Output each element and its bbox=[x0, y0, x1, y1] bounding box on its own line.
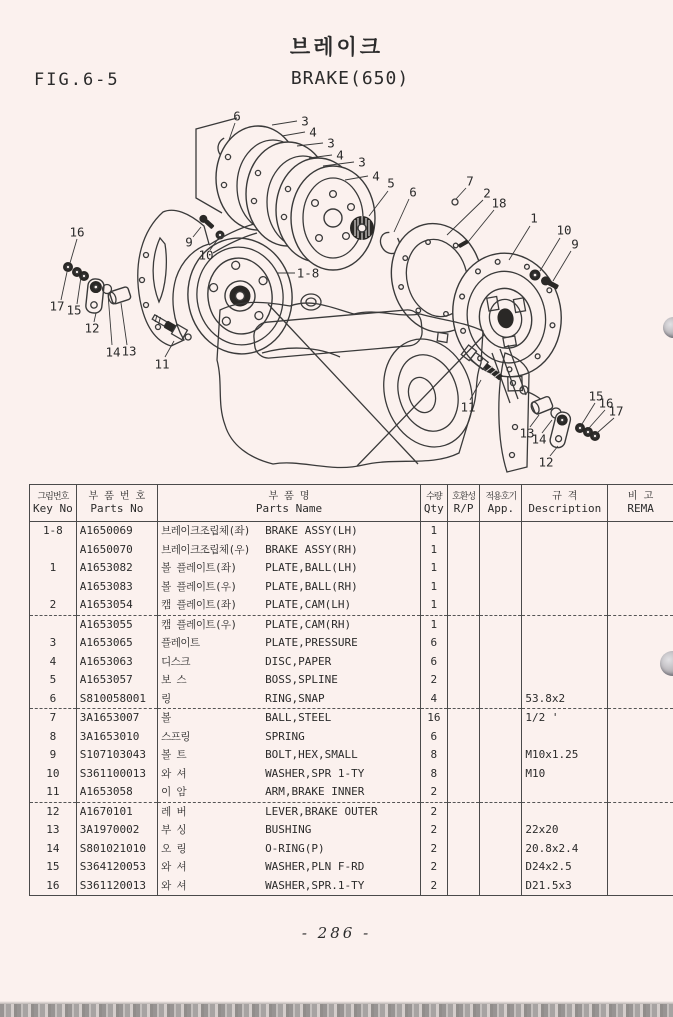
cell-parts-no: A1653063 bbox=[76, 653, 157, 672]
cell-parts-name bbox=[158, 615, 421, 634]
callout-leader-line bbox=[121, 303, 127, 345]
callout-leader-line bbox=[394, 199, 409, 232]
cell-qty: 1 bbox=[420, 541, 447, 560]
callout-label: 16 bbox=[598, 395, 614, 411]
cell-description bbox=[522, 728, 608, 747]
cell-remark bbox=[608, 522, 673, 541]
part-name-english: BOLT,HEX,SMALL bbox=[265, 748, 358, 762]
page-number: - 286 - bbox=[301, 924, 372, 942]
cell-parts-name bbox=[158, 858, 421, 877]
cell-qty: 16 bbox=[420, 709, 447, 728]
header-description: 규 격 Description bbox=[522, 485, 608, 522]
cell-app bbox=[480, 690, 522, 709]
callout-label: 6 bbox=[409, 184, 417, 200]
cell-remark bbox=[608, 765, 673, 784]
cell-parts-no: A1670101 bbox=[76, 802, 157, 821]
cell-parts-no: A1653082 bbox=[76, 559, 157, 578]
cell-qty: 1 bbox=[420, 522, 447, 541]
parts-row bbox=[30, 858, 673, 877]
part-name-english: BRAKE ASSY(RH) bbox=[265, 542, 358, 556]
part-name-english: O-RING(P) bbox=[265, 841, 325, 855]
part-name-english: WASHER,PLN F-RD bbox=[265, 860, 365, 874]
cell-description: 53.8x2 bbox=[522, 690, 608, 709]
cell-qty: 6 bbox=[420, 634, 447, 653]
brake-arm-left bbox=[151, 312, 194, 343]
parts-table-body bbox=[30, 522, 673, 896]
callout-leader-line bbox=[553, 251, 571, 281]
cell-key-no: 9 bbox=[30, 746, 77, 765]
part-name-korean: 오 링 bbox=[161, 842, 187, 855]
callout-label: 11 bbox=[154, 356, 170, 372]
callout-label: 12 bbox=[538, 454, 554, 470]
cell-app bbox=[480, 840, 522, 859]
cell-parts-no: A1653054 bbox=[76, 596, 157, 615]
cell-remark bbox=[608, 634, 673, 653]
cell-remark bbox=[608, 802, 673, 821]
cell-description: M10x1.25 bbox=[522, 746, 608, 765]
part-name-english: PLATE,BALL(RH) bbox=[265, 579, 358, 593]
cell-parts-no: A1653058 bbox=[76, 783, 157, 802]
cell-remark bbox=[608, 840, 673, 859]
part-name-english: LEVER,BRAKE OUTER bbox=[265, 804, 378, 818]
header-remark: 비 고 REMA bbox=[608, 485, 673, 522]
parts-row bbox=[30, 840, 673, 859]
callout-leader-line bbox=[193, 227, 201, 237]
cell-rp bbox=[447, 690, 479, 709]
cell-description: 20.8x2.4 bbox=[522, 840, 608, 859]
parts-row bbox=[30, 634, 673, 653]
callout-label: 7 bbox=[466, 173, 474, 189]
cell-parts-no: S107103043 bbox=[76, 746, 157, 765]
callout-label: 9 bbox=[185, 234, 193, 250]
cell-rp bbox=[447, 858, 479, 877]
cell-qty: 1 bbox=[420, 615, 447, 634]
part-name-english: DISC,PAPER bbox=[265, 654, 332, 668]
callout-label: 11 bbox=[460, 399, 476, 415]
cell-key-no: 1-8 bbox=[30, 522, 77, 541]
part-name-korean: 볼 트 bbox=[161, 749, 187, 762]
parts-row bbox=[30, 578, 673, 597]
exploded-diagram bbox=[0, 95, 673, 487]
cell-app bbox=[480, 578, 522, 597]
cell-parts-no: S810058001 bbox=[76, 690, 157, 709]
cell-app bbox=[480, 802, 522, 821]
cell-description: M10 bbox=[522, 765, 608, 784]
parts-row bbox=[30, 615, 673, 634]
cell-parts-no: A1650069 bbox=[76, 522, 157, 541]
part-name-korean: 와 셔 bbox=[161, 879, 187, 892]
cell-description bbox=[522, 802, 608, 821]
table-header-row bbox=[30, 485, 673, 522]
cell-qty: 1 bbox=[420, 578, 447, 597]
callout-leader-line bbox=[61, 272, 67, 300]
cell-app bbox=[480, 821, 522, 840]
cell-app bbox=[480, 877, 522, 896]
parts-row bbox=[30, 522, 673, 541]
part-name-english: ARM,BRAKE INNER bbox=[265, 785, 365, 799]
callout-leader-line bbox=[70, 239, 77, 263]
scan-edge-artifact bbox=[0, 1004, 673, 1017]
callout-label: 5 bbox=[387, 175, 395, 191]
callout-label: 1 bbox=[530, 210, 538, 226]
cell-qty: 2 bbox=[420, 802, 447, 821]
cell-rp bbox=[447, 653, 479, 672]
callout-label: 14 bbox=[105, 344, 121, 360]
cell-parts-name bbox=[158, 634, 421, 653]
cell-key-no: 5 bbox=[30, 671, 77, 690]
cell-description bbox=[522, 671, 608, 690]
cell-app bbox=[480, 615, 522, 634]
part-name-english: WASHER,SPR.1-TY bbox=[265, 878, 365, 892]
cell-description bbox=[522, 578, 608, 597]
part-name-korean: 보 스 bbox=[161, 674, 187, 687]
part-name-english: BRAKE ASSY(LH) bbox=[265, 524, 358, 538]
part-name-korean: 볼 플레이트(우) bbox=[161, 580, 237, 593]
cell-key-no: 14 bbox=[30, 840, 77, 859]
header-parts-name: 부 품 명 Parts Name bbox=[158, 485, 421, 522]
callout-label: 4 bbox=[309, 124, 317, 140]
cell-qty: 8 bbox=[420, 746, 447, 765]
parts-row bbox=[30, 746, 673, 765]
part-name-korean: 캠 플레이트(우) bbox=[161, 618, 237, 631]
cell-parts-no: A1653057 bbox=[76, 671, 157, 690]
cell-parts-no: 3A1653010 bbox=[76, 728, 157, 747]
cell-key-no: 3 bbox=[30, 634, 77, 653]
part-name-korean: 이 암 bbox=[161, 786, 187, 799]
part-name-korean: 와 셔 bbox=[161, 861, 187, 874]
part-name-english: BOSS,SPLINE bbox=[265, 673, 338, 687]
cell-parts-name bbox=[158, 728, 421, 747]
cell-description bbox=[522, 615, 608, 634]
header-parts-no: 부 품 번 호 Parts No bbox=[76, 485, 157, 522]
part-name-english: BALL,STEEL bbox=[265, 711, 332, 725]
cell-parts-name bbox=[158, 840, 421, 859]
parts-row bbox=[30, 783, 673, 802]
cell-qty: 2 bbox=[420, 840, 447, 859]
cell-remark bbox=[608, 746, 673, 765]
callout-label: 17 bbox=[49, 298, 65, 314]
part-name-korean: 부 싱 bbox=[161, 824, 187, 837]
header-qty: 수량 Qty bbox=[420, 485, 447, 522]
cell-parts-no: 3A1653007 bbox=[76, 709, 157, 728]
parts-row bbox=[30, 877, 673, 896]
callout-label: 4 bbox=[372, 168, 380, 184]
callout-label: 2 bbox=[483, 185, 491, 201]
callout-leader-line bbox=[582, 403, 595, 424]
cell-rp bbox=[447, 765, 479, 784]
callout-label: 15 bbox=[588, 388, 604, 404]
cell-qty: 2 bbox=[420, 821, 447, 840]
cell-app bbox=[480, 596, 522, 615]
cell-qty: 8 bbox=[420, 765, 447, 784]
part-name-korean: 브레이크조립체(우) bbox=[161, 543, 250, 556]
cell-parts-name bbox=[158, 783, 421, 802]
parts-row bbox=[30, 709, 673, 728]
cell-parts-no: 3A1970002 bbox=[76, 821, 157, 840]
part-name-korean: 와 셔 bbox=[161, 767, 187, 780]
cell-description bbox=[522, 596, 608, 615]
part-name-korean: 캠 플레이트(좌) bbox=[161, 599, 237, 612]
part-name-korean: 링 bbox=[161, 692, 171, 705]
callout-label: 6 bbox=[233, 108, 241, 124]
cell-remark bbox=[608, 877, 673, 896]
cell-rp bbox=[447, 783, 479, 802]
part-name-english: PLATE,CAM(RH) bbox=[265, 617, 352, 631]
parts-row bbox=[30, 728, 673, 747]
cell-qty: 4 bbox=[420, 690, 447, 709]
cell-qty: 6 bbox=[420, 728, 447, 747]
part-name-korean: 브레이크조립체(좌) bbox=[161, 525, 250, 538]
cell-qty: 2 bbox=[420, 671, 447, 690]
cell-description: D21.5x3 bbox=[522, 877, 608, 896]
cell-key-no: 12 bbox=[30, 802, 77, 821]
cell-parts-name bbox=[158, 877, 421, 896]
cell-app bbox=[480, 746, 522, 765]
callout-label: 15 bbox=[66, 302, 82, 318]
cell-remark bbox=[608, 709, 673, 728]
cell-rp bbox=[447, 802, 479, 821]
cell-app bbox=[480, 765, 522, 784]
cell-remark bbox=[608, 541, 673, 560]
callout-leader-line bbox=[77, 277, 81, 304]
parts-row bbox=[30, 653, 673, 672]
parts-table bbox=[29, 484, 673, 896]
cell-app bbox=[480, 522, 522, 541]
cell-key-no: 2 bbox=[30, 596, 77, 615]
cell-description bbox=[522, 541, 608, 560]
cell-parts-name bbox=[158, 746, 421, 765]
callout-leader-line bbox=[597, 418, 614, 433]
callout-leader-line bbox=[456, 188, 466, 199]
part-name-english: PLATE,BALL(LH) bbox=[265, 561, 358, 575]
callout-label: 3 bbox=[358, 154, 366, 170]
cell-remark bbox=[608, 690, 673, 709]
cell-key-no bbox=[30, 541, 77, 560]
parts-row bbox=[30, 559, 673, 578]
callout-label: 3 bbox=[327, 135, 335, 151]
cell-description bbox=[522, 783, 608, 802]
cell-rp bbox=[447, 840, 479, 859]
callout-label: 9 bbox=[571, 236, 579, 252]
cell-remark bbox=[608, 858, 673, 877]
cell-description: 22x20 bbox=[522, 821, 608, 840]
parts-row bbox=[30, 690, 673, 709]
cell-parts-no: S361100013 bbox=[76, 765, 157, 784]
cell-key-no: 13 bbox=[30, 821, 77, 840]
cell-parts-name bbox=[158, 559, 421, 578]
cell-rp bbox=[447, 746, 479, 765]
cell-description bbox=[522, 559, 608, 578]
parts-row bbox=[30, 765, 673, 784]
cell-key-no: 6 bbox=[30, 690, 77, 709]
callout-leader-line bbox=[165, 341, 174, 357]
cell-rp bbox=[447, 709, 479, 728]
cell-parts-name bbox=[158, 653, 421, 672]
callout-leader-line bbox=[589, 410, 605, 428]
pin-7 bbox=[452, 199, 458, 205]
page-title-korean: 브레이크 bbox=[289, 35, 384, 59]
cell-qty: 6 bbox=[420, 653, 447, 672]
cell-parts-name bbox=[158, 596, 421, 615]
callout-label: 12 bbox=[84, 320, 100, 336]
cell-remark bbox=[608, 559, 673, 578]
callout-label: 4 bbox=[336, 147, 344, 163]
callout-label: 14 bbox=[531, 431, 547, 447]
callout-label: 13 bbox=[121, 343, 137, 359]
cell-key-no: 15 bbox=[30, 858, 77, 877]
part-name-english: SPRING bbox=[265, 729, 305, 743]
cell-parts-no: A1653055 bbox=[76, 615, 157, 634]
cell-key-no: 1 bbox=[30, 559, 77, 578]
cell-remark bbox=[608, 596, 673, 615]
cell-rp bbox=[447, 821, 479, 840]
cell-app bbox=[480, 709, 522, 728]
cell-app bbox=[480, 728, 522, 747]
cell-rp bbox=[447, 559, 479, 578]
callout-label: 10 bbox=[556, 222, 572, 238]
cell-parts-name bbox=[158, 522, 421, 541]
cell-remark bbox=[608, 821, 673, 840]
cell-key-no: 10 bbox=[30, 765, 77, 784]
cell-key-no: 11 bbox=[30, 783, 77, 802]
cell-parts-name bbox=[158, 709, 421, 728]
cell-qty: 2 bbox=[420, 858, 447, 877]
cell-qty: 2 bbox=[420, 783, 447, 802]
washer-bolt-left bbox=[198, 213, 225, 239]
parts-row bbox=[30, 671, 673, 690]
part-name-korean: 플레이트 bbox=[161, 637, 200, 650]
cell-rp bbox=[447, 728, 479, 747]
parts-row bbox=[30, 821, 673, 840]
cell-parts-name bbox=[158, 765, 421, 784]
part-name-korean: 디스크 bbox=[161, 655, 190, 668]
cell-remark bbox=[608, 615, 673, 634]
cell-app bbox=[480, 634, 522, 653]
callout-label: 13 bbox=[519, 425, 535, 441]
cell-description bbox=[522, 634, 608, 653]
cell-remark bbox=[608, 671, 673, 690]
cell-app bbox=[480, 541, 522, 560]
cell-remark bbox=[608, 728, 673, 747]
cell-app bbox=[480, 783, 522, 802]
callout-leader-line bbox=[282, 132, 305, 136]
cell-app bbox=[480, 671, 522, 690]
boss-spline bbox=[350, 216, 374, 240]
cell-parts-no: S361120013 bbox=[76, 877, 157, 896]
cell-description bbox=[522, 653, 608, 672]
cell-parts-no: A1653065 bbox=[76, 634, 157, 653]
cell-rp bbox=[447, 671, 479, 690]
cell-rp bbox=[447, 541, 479, 560]
cell-description bbox=[522, 522, 608, 541]
cell-parts-name bbox=[158, 671, 421, 690]
cell-key-no: 8 bbox=[30, 728, 77, 747]
cell-description: D24x2.5 bbox=[522, 858, 608, 877]
parts-row bbox=[30, 596, 673, 615]
header-app: 적용호기 App. bbox=[480, 485, 522, 522]
part-name-english: RING,SNAP bbox=[265, 691, 325, 705]
callout-label: 18 bbox=[491, 195, 507, 211]
cell-description: 1/2 ' bbox=[522, 709, 608, 728]
part-name-english: PLATE,CAM(LH) bbox=[265, 598, 352, 612]
callout-label: 3 bbox=[301, 113, 309, 129]
part-name-korean: 레 버 bbox=[161, 805, 187, 818]
cell-rp bbox=[447, 578, 479, 597]
cell-rp bbox=[447, 522, 479, 541]
header-key-no: 그림번호 Key No bbox=[30, 485, 77, 522]
cell-parts-no: A1653083 bbox=[76, 578, 157, 597]
part-name-korean: 스프링 bbox=[161, 730, 190, 743]
cell-remark bbox=[608, 783, 673, 802]
figure-number: FIG.6-5 bbox=[34, 70, 120, 90]
callout-leader-line bbox=[468, 210, 494, 242]
cell-parts-name bbox=[158, 821, 421, 840]
cell-remark bbox=[608, 578, 673, 597]
cell-qty: 2 bbox=[420, 877, 447, 896]
cell-rp bbox=[447, 634, 479, 653]
cell-rp bbox=[447, 596, 479, 615]
cell-qty: 1 bbox=[420, 596, 447, 615]
callout-leader-line bbox=[272, 121, 297, 125]
cell-rp bbox=[447, 615, 479, 634]
cell-parts-no: A1650070 bbox=[76, 541, 157, 560]
part-name-english: WASHER,SPR 1-TY bbox=[265, 766, 365, 780]
callout-label: 10 bbox=[198, 247, 214, 263]
parts-row bbox=[30, 541, 673, 560]
part-name-english: PLATE,PRESSURE bbox=[265, 636, 358, 650]
cell-key-no bbox=[30, 615, 77, 634]
callout-leader-line bbox=[540, 238, 560, 271]
page-title-english: BRAKE(650) bbox=[290, 68, 410, 89]
cell-rp bbox=[447, 877, 479, 896]
cell-app bbox=[480, 858, 522, 877]
header-rp: 호환성 R/P bbox=[447, 485, 479, 522]
part-name-english: BUSHING bbox=[265, 823, 312, 837]
cell-parts-name bbox=[158, 541, 421, 560]
callout-label: 16 bbox=[69, 224, 85, 240]
parts-row bbox=[30, 802, 673, 821]
part-name-korean: 볼 플레이트(좌) bbox=[161, 562, 237, 575]
cell-parts-name bbox=[158, 578, 421, 597]
cell-key-no bbox=[30, 578, 77, 597]
callout-label: 1-8 bbox=[296, 265, 320, 281]
cell-parts-no: S801021010 bbox=[76, 840, 157, 859]
cell-app bbox=[480, 653, 522, 672]
cell-app bbox=[480, 559, 522, 578]
cell-parts-name bbox=[158, 690, 421, 709]
callout-label: 17 bbox=[608, 403, 624, 419]
cell-parts-name bbox=[158, 802, 421, 821]
cell-qty: 1 bbox=[420, 559, 447, 578]
cell-parts-no: S364120053 bbox=[76, 858, 157, 877]
cell-key-no: 7 bbox=[30, 709, 77, 728]
cell-key-no: 16 bbox=[30, 877, 77, 896]
part-name-korean: 볼 bbox=[161, 712, 171, 725]
cell-key-no: 4 bbox=[30, 653, 77, 672]
